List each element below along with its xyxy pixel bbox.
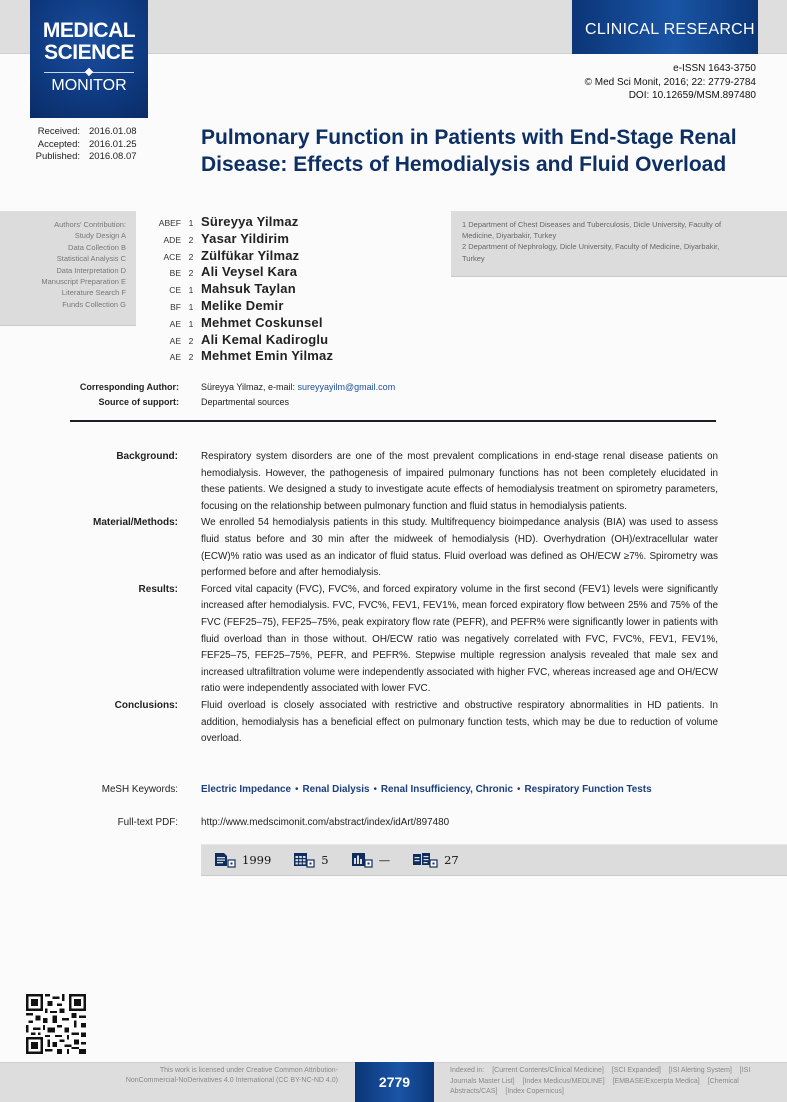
stat-words <box>214 852 271 868</box>
author-row <box>148 281 333 298</box>
logo-line-3: MONITOR <box>51 77 127 94</box>
author-name: Ali Veysel Kara <box>201 264 298 280</box>
author-affiliation-number: 2 <box>188 268 194 279</box>
stat-tables <box>293 852 328 868</box>
author-row <box>148 332 333 349</box>
abstract-section-conclusions <box>70 698 718 748</box>
license-line: NonCommercial-NoDerivatives 4.0 International (CC BY-NC-ND 4.0) <box>125 1077 338 1084</box>
author-name: Mahsuk Taylan <box>201 281 296 297</box>
author-contribution-code: AE <box>169 335 181 346</box>
index-item: [Current Contents/Clinical Medicine] <box>492 1067 604 1074</box>
author-affiliation-number: 1 <box>188 218 194 228</box>
affiliations-box <box>451 211 787 277</box>
author-contribution-code: AE <box>169 352 181 363</box>
keyword-separator: • <box>373 784 377 795</box>
author-name: Zülfükar Yilmaz <box>201 247 300 263</box>
mesh-keywords-list <box>201 782 652 798</box>
author-contribution-code: ACE <box>163 251 181 262</box>
keyword-link[interactable]: Renal Dialysis <box>302 784 370 795</box>
page-number: 2779 <box>355 1062 434 1102</box>
contribution-item: Literature Search F <box>61 288 126 298</box>
diamond-icon <box>85 68 93 76</box>
date-row <box>30 126 137 139</box>
index-item: [SCI Expanded] <box>611 1067 661 1074</box>
contribution-item: Data Interpretation D <box>56 265 126 275</box>
abstract-section-text: Respiratory system disorders are one of the most prevalent complications in end-stage renal disease patients on hemodialysis. However, the pathogenesis of impaired pulmonary functions has not been completely elucidated in these patients. We designed a study to investigate acute effects of hemodialysis treatment on spirometry parameters, focusing on the relationship between pulmonary function and fluid status in hemodialysis patients. <box>201 451 718 512</box>
license-line: This work is licensed under Creative Common Attribution- <box>159 1067 338 1074</box>
index-item: [ISI Alerting System] <box>668 1067 732 1074</box>
author-row <box>148 231 333 248</box>
affiliation-item: 1 Department of Chest Diseases and Tuberculosis, Dicle University, Faculty of Medicine, Diyarbakir, Turkey <box>462 220 722 241</box>
author-name: Süreyya Yilmaz <box>201 214 299 229</box>
contribution-item: Study Design A <box>74 231 126 241</box>
stat-figures <box>351 852 391 868</box>
author-name: Mehmet Emin Yilmaz <box>201 348 334 364</box>
stat-value: — <box>378 853 391 867</box>
figure-count-icon <box>351 852 373 868</box>
author-row <box>148 248 333 265</box>
abstract-section-label: Material/Methods: <box>92 517 178 529</box>
author-affiliation-number: 1 <box>188 301 194 312</box>
author-row <box>148 315 333 332</box>
fulltext-pdf-label: Full-text PDF: <box>117 817 178 828</box>
author-affiliation-number: 1 <box>188 318 194 329</box>
author-row <box>148 298 333 315</box>
abstract-section-label: Conclusions: <box>114 699 178 711</box>
contribution-item: Statistical Analysis C <box>56 254 126 264</box>
publication-info <box>585 62 756 103</box>
contribution-legend <box>0 211 136 326</box>
affiliation-item: 2 Department of Nephrology, Dicle University, Faculty of Medicine, Diyarbakir, Turkey <box>462 242 720 263</box>
author-affiliation-number: 2 <box>188 251 194 262</box>
keyword-link[interactable]: Respiratory Function Tests <box>524 784 652 795</box>
stat-value: 5 <box>321 853 329 867</box>
section-label: CLINICAL RESEARCH <box>572 0 758 54</box>
corresponding-author-label: Corresponding Author: <box>79 382 179 392</box>
qr-code[interactable] <box>26 994 86 1054</box>
author-name: Yasar Yildirim <box>201 230 290 246</box>
section-divider <box>70 420 716 422</box>
index-item: [ISI Journals Master List] <box>450 1067 751 1085</box>
index-item: [Index Copernicus] <box>505 1088 564 1095</box>
index-item: [Chemical Abstracts/CAS] <box>450 1077 739 1095</box>
fulltext-pdf-link[interactable]: http://www.medscimonit.com/abstract/index/idArt/897480 <box>201 817 450 828</box>
keyword-separator: • <box>516 784 521 795</box>
abstract-section-text: Fluid overload is closely associated with restrictive and obstructive respiratory abnormalities in HD patients. In addition, hemodialysis has a beneficial effect on pulmonary function tests, which may be due to reduction of volume overload. <box>201 699 718 745</box>
author-list <box>148 214 333 365</box>
keyword-link[interactable]: Renal Insufficiency, Chronic <box>380 784 513 795</box>
source-of-support-label: Source of support: <box>98 396 179 407</box>
article-meta <box>70 380 395 409</box>
contribution-item: Data Collection B <box>68 242 126 252</box>
article-title: Pulmonary Function in Patients with End-Stage Renal Disease: Effects of Hemodialysis and Fluid Overload <box>201 126 737 176</box>
author-contribution-code: BF <box>170 301 181 312</box>
author-contribution-code: ABEF <box>158 218 181 228</box>
abstract-section-label: Results: <box>138 583 178 595</box>
date-row <box>30 139 137 152</box>
table-count-icon <box>293 852 315 868</box>
author-row <box>148 348 333 365</box>
corresponding-author-email-link[interactable]: sureyyayilm@gmail.com <box>297 382 396 392</box>
date-label: Accepted: <box>37 138 80 150</box>
date-label: Published: <box>35 151 80 162</box>
corresponding-author-value <box>201 380 395 395</box>
contribution-item: Funds Collection G <box>62 299 126 309</box>
source-of-support-value: Departmental sources <box>201 396 290 407</box>
author-name: Mehmet Coskunsel <box>201 314 323 330</box>
mesh-keywords-label: MeSH Keywords: <box>101 784 178 795</box>
word-count-icon <box>214 852 236 868</box>
date-value: 2016.08.07 <box>89 151 137 162</box>
contribution-item: Authors' Contribution: <box>54 220 126 229</box>
date-value: 2016.01.08 <box>89 126 137 137</box>
citation: © Med Sci Monit, 2016; 22: 2779-2784 <box>584 76 756 88</box>
author-affiliation-number: 2 <box>188 234 194 245</box>
author-contribution-code: ADE <box>163 234 181 245</box>
corresponding-author-name: Süreyya Yilmaz, e-mail: <box>201 382 298 392</box>
author-row <box>148 214 333 231</box>
mesh-keywords <box>70 782 652 798</box>
abstract-section-methods <box>70 515 718 581</box>
author-affiliation-number: 1 <box>188 285 194 296</box>
contribution-item: Manuscript Preparation E <box>41 277 126 287</box>
keyword-link[interactable]: Electric Impedance <box>201 784 292 795</box>
article-stats-bar <box>201 844 787 876</box>
reference-count-icon <box>412 852 438 868</box>
journal-logo <box>30 0 148 118</box>
keyword-separator: • <box>295 784 299 795</box>
author-affiliation-number: 2 <box>188 352 194 363</box>
index-item: [EMBASE/Excerpta Medica] <box>612 1077 700 1085</box>
stat-value: 1999 <box>242 853 272 867</box>
fulltext-pdf <box>70 815 449 831</box>
author-name: Melike Demir <box>201 297 284 313</box>
abstract-section-background <box>70 449 718 515</box>
article-dates <box>30 126 137 164</box>
abstract-section-text: We enrolled 54 hemodialysis patients in this study. Multifrequency bioimpedance analysis (BIA) was used to assess fluid status before and 30 min after the midweek of hemodialysis (HD). Overhydration (OH)/extracellular water (ECW)% ratio was used as an indicator of fluid status. Fluid overload was defined as OH/ECW ≥7%. Spirometry was performed before and after hemodialysis. <box>201 517 718 579</box>
license-notice <box>126 1066 338 1086</box>
author-contribution-code: AE <box>169 318 181 329</box>
logo-line-2: SCIENCE <box>44 41 134 64</box>
source-of-support-row <box>70 395 395 410</box>
date-row <box>30 151 137 164</box>
corresponding-author-row <box>70 380 395 395</box>
author-contribution-code: CE <box>169 285 181 296</box>
author-row <box>148 264 333 281</box>
logo-line-1: MEDICAL <box>42 19 136 42</box>
indexed-in <box>450 1066 770 1098</box>
date-value: 2016.01.25 <box>89 138 137 150</box>
abstract-section-results <box>70 582 718 698</box>
index-item: [Index Medicus/MEDLINE] <box>522 1077 605 1085</box>
abstract-section-text: Forced vital capacity (FVC), FVC%, and forced expiratory volume in the first second (FEV1) levels were significantly increased after hemodialysis. FVC, FVC%, FEV1, FEV1%, mean forced expiratory flow between 25% and 75% of the FVC (FEF25–75), FEF25–75%, peak expiratory flow rate (PEFR), and PEFR% were significantly lower in patients with fluid overload than in those without. OH/ECW ratio was negatively correlated with FVC, FVC%, FEV1, FEV1%, FEF25–75, FEF25–75%, PEFR, and PEFR%. Stepwise multiple regression analysis revealed that male sex and increased ultrafiltration volume were independently associated with higher FVC, whereas increased age and OH/ECW ratio were independently associated with lower FVC. <box>201 583 718 695</box>
author-name: Ali Kemal Kadiroglu <box>201 331 329 347</box>
doi[interactable]: DOI: 10.12659/MSM.897480 <box>628 90 756 101</box>
abstract-section-label: Background: <box>116 451 178 462</box>
issn: e-ISSN 1643-3750 <box>673 63 756 74</box>
author-affiliation-number: 2 <box>188 335 194 346</box>
date-label: Received: <box>37 126 80 137</box>
author-contribution-code: BE <box>169 268 181 279</box>
abstract <box>70 449 718 748</box>
stat-value: 27 <box>444 853 459 867</box>
indexed-label: Indexed in: <box>450 1067 485 1074</box>
stat-references <box>412 852 459 868</box>
